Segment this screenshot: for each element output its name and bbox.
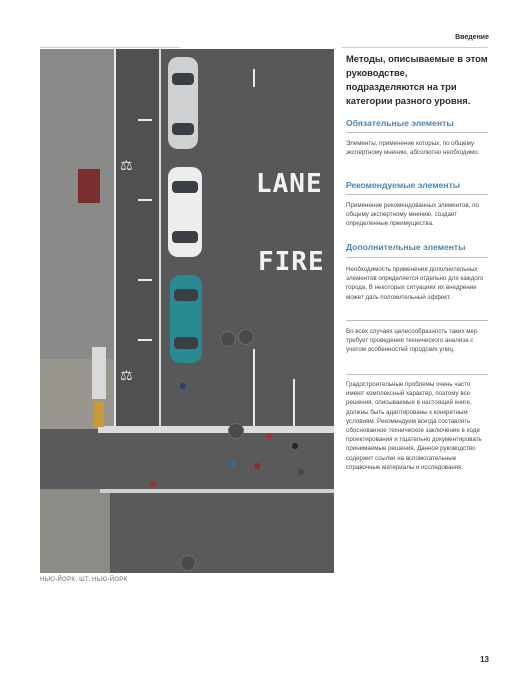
divider [346,257,488,258]
pedestrian [266,433,272,439]
vendor-cart [78,169,100,203]
pedestrian [254,463,260,469]
aerial-street-photo [40,49,334,573]
road-marking-lane: LANE [256,169,323,199]
divider [346,194,488,195]
photo-caption: НЬЮ-ЙОРК, ШТ. НЬЮ-ЙОРК [40,577,128,583]
bike-symbol: ⚖ [120,157,133,173]
lane-line [159,49,161,429]
divider [346,320,488,321]
vendor-stand [92,347,106,399]
section-tag: Введение [455,34,489,41]
category-title-recommended: Рекомендуемые элементы [346,180,461,190]
buffer-stripe [138,339,152,341]
lane-line [114,49,116,429]
corner-curb [40,489,110,573]
parked-car [168,57,198,149]
pedestrian [292,443,298,449]
stop-line [98,426,334,433]
pedestrian [230,461,236,467]
category-title-optional: Дополнительные элементы [346,242,466,252]
intro-text: Методы, описываемые в этом руководстве, подразделяются на три категории разного уровня. [346,53,488,106]
manhole [228,423,244,439]
divider [346,374,488,375]
parked-car [168,167,202,257]
cyclist [180,383,186,389]
buffer-stripe [138,279,152,281]
pedestrian [298,469,304,475]
lane-dash [253,349,255,429]
lane-dash [293,379,295,429]
page-number: 13 [480,655,489,664]
category-text-required: Элементы, применение которых, по общему экспертному мнению, абсолютно необходимо. [346,140,480,157]
manhole [180,555,196,571]
lane-dash [253,69,255,87]
vendor-stand [94,401,104,427]
paragraph-complexity: Градостроительные проблемы очень часто имеют комплексный характер, поэтому все решения, описываемые в настоящей книге, должны быть адаптированы к конкретным условиям. Рекомендуем всегда составлять обоснованное техническое заключение в ходе проектирования и тщательно документировать принимаемые решения. Данное руководство содержит ссылки на вспомогательные справочные материалы и исследования. [346,381,482,471]
buffer-stripe [138,199,152,201]
bike-symbol: ⚖ [120,367,133,383]
paragraph-analysis: Во всех случаях целесообразность таких мер требует проведения технического анализа с учетом особенностей городских улиц. [346,328,478,354]
top-rule-left [40,47,180,48]
category-text-recommended: Применение рекомендованных элементов, по общему экспертному мнению, создает определенные преимущества. [346,202,479,228]
category-text-optional: Необходимость применения дополнительных элементов определяется отдельно для каждого города. В некоторых ситуациях их внедрение может дать положительный эффект. [346,266,484,301]
category-title-required: Обязательные элементы [346,118,454,128]
divider [346,132,488,133]
pedestrian [150,481,156,487]
buffer-stripe [138,119,152,121]
parked-car [170,275,202,363]
crosswalk-edge [100,489,334,493]
top-rule-right [342,47,488,48]
manhole [238,329,254,345]
manhole [220,331,236,347]
road-marking-fire: FIRE [258,247,325,277]
